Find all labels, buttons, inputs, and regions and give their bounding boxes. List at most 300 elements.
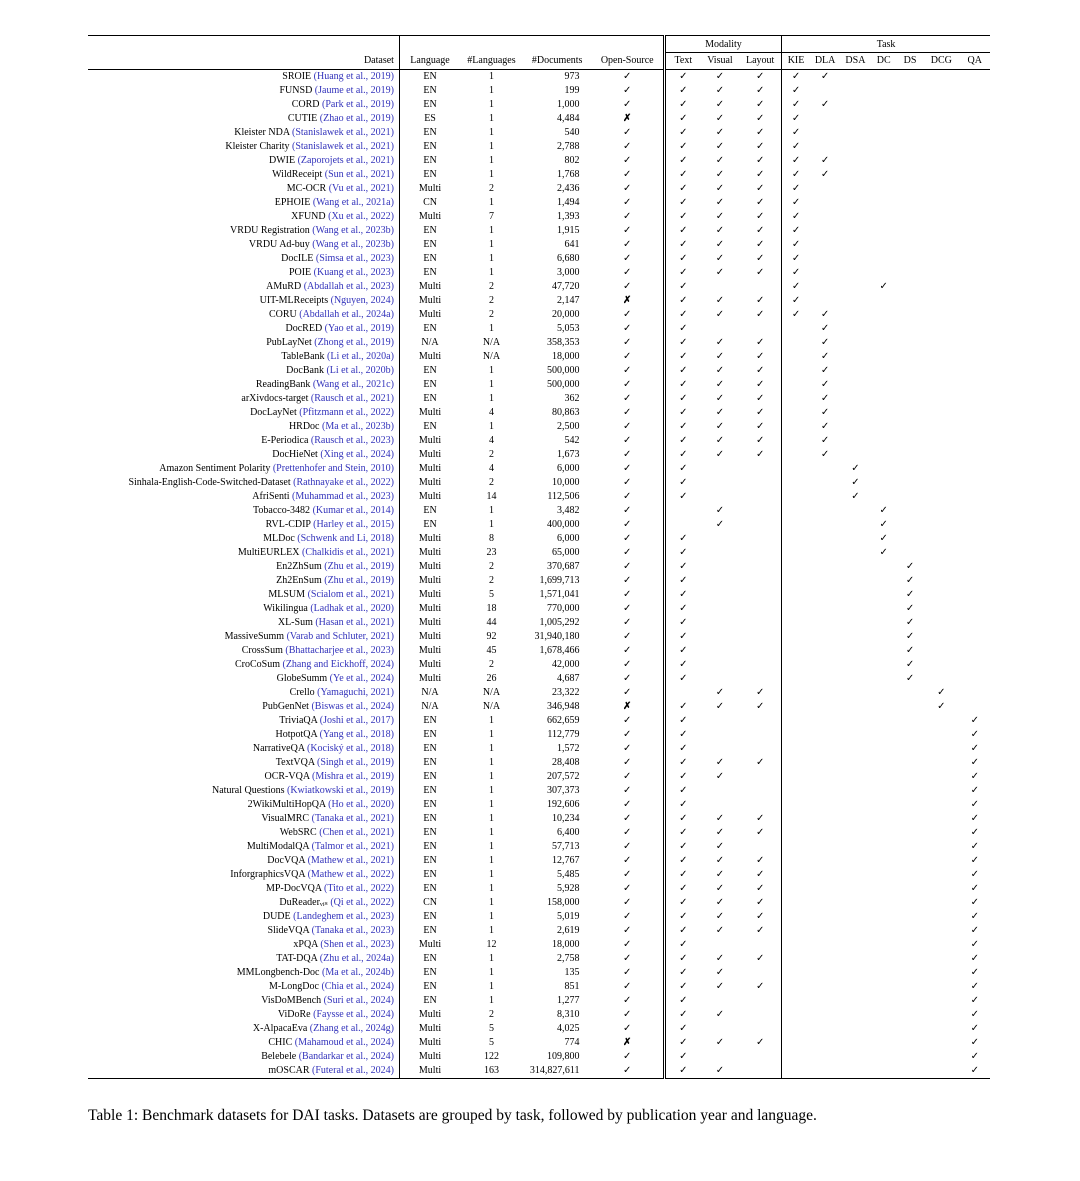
layout-cell: ✓ — [739, 154, 781, 168]
text-cell: ✓ — [679, 728, 688, 740]
dla-cell: ✓ — [820, 71, 830, 82]
dc-cell — [871, 308, 897, 322]
dcg-cell — [923, 1050, 959, 1064]
dataset-cell — [88, 112, 399, 126]
ds-cell — [897, 154, 923, 168]
layout-cell — [739, 784, 781, 798]
dataset-citation-link[interactable]: (Ladhak et al., 2020) — [310, 602, 394, 614]
table-row — [88, 322, 990, 336]
dla-cell — [810, 994, 840, 1008]
qa-cell — [960, 700, 990, 714]
dataset-name: XFUND — [291, 210, 329, 222]
dataset-citation-link[interactable]: (Yao et al., 2019) — [324, 322, 394, 334]
dataset-cell — [88, 546, 399, 560]
open-cell: ✓ — [592, 1050, 665, 1064]
dataset-citation-link[interactable]: (Kwiatkowski et al., 2019) — [287, 784, 394, 796]
open-cell: ✓ — [592, 308, 665, 322]
dc-cell — [871, 168, 897, 182]
dcg-cell — [923, 784, 959, 798]
nlang-cell: 122 — [483, 1050, 499, 1062]
lang-cell: EN — [423, 392, 437, 404]
dataset-citation-link[interactable]: (Ma et al., 2023b) — [322, 420, 394, 432]
kie-cell — [782, 630, 810, 644]
text-cell: ✓ — [679, 434, 688, 446]
dataset-cell — [88, 882, 399, 896]
layout-cell: ✓ — [739, 224, 781, 238]
dcg-cell — [923, 616, 959, 630]
dataset-citation-link[interactable]: (Futeral et al., 2024) — [312, 1064, 394, 1076]
open-cell: ✓ — [592, 630, 665, 644]
dataset-citation-link[interactable]: (Stanislawek et al., 2021) — [292, 126, 394, 138]
layout-cell — [739, 280, 781, 294]
col-header-text: Text — [664, 53, 700, 70]
dataset-citation-link[interactable]: (Abdallah et al., 2023) — [303, 280, 394, 292]
text-cell: ✓ — [679, 700, 688, 712]
dc-cell — [871, 770, 897, 784]
dc-cell — [871, 602, 897, 616]
dataset-citation-link[interactable]: (Wang et al., 2021c) — [312, 378, 394, 390]
dataset-citation-link[interactable]: (Ye et al., 2024) — [329, 672, 394, 684]
lang-cell: EN — [423, 322, 437, 334]
visual-cell: ✓ — [715, 1036, 725, 1048]
table-row — [88, 364, 990, 378]
dataset-citation-link[interactable]: (Chen et al., 2021) — [319, 826, 394, 838]
dataset-citation-link[interactable]: (Talmor et al., 2021) — [311, 840, 394, 852]
lang-cell: Multi — [418, 182, 442, 194]
dc-cell — [871, 812, 897, 826]
kie-cell — [782, 588, 810, 602]
dcg-cell — [923, 728, 959, 742]
dataset-citation-link[interactable]: (Yamaguchi, 2021) — [317, 686, 394, 698]
qa-cell: ✓ — [970, 882, 979, 894]
docs-cell: 23,322 — [552, 686, 580, 698]
dc-cell — [871, 462, 897, 476]
nlang-cell: 1 — [488, 252, 494, 264]
dataset-citation-link[interactable]: (Scialom et al., 2021) — [307, 588, 394, 600]
ds-cell — [897, 294, 923, 308]
qa-cell: ✓ — [970, 714, 979, 726]
dataset-cell — [88, 238, 399, 252]
text-cell: ✓ — [679, 154, 688, 166]
nlang-cell: 2 — [488, 574, 494, 586]
dataset-citation-link[interactable]: (Kociský et al., 2018) — [307, 742, 394, 754]
visual-cell — [701, 322, 739, 336]
dataset-citation-link[interactable]: (Suri et al., 2024) — [323, 994, 394, 1006]
dc-cell — [871, 210, 897, 224]
visual-cell: ✓ — [715, 252, 725, 264]
dataset-citation-link[interactable]: (Li et al., 2020a) — [327, 350, 394, 362]
dataset-citation-link[interactable]: (Zhu et al., 2019) — [324, 574, 394, 586]
dataset-citation-link[interactable]: (Rathnayake et al., 2022) — [293, 476, 394, 488]
layout-cell — [739, 994, 781, 1008]
qa-cell: ✓ — [970, 994, 979, 1006]
dla-cell — [810, 546, 840, 560]
dsa-cell — [840, 1008, 870, 1022]
dc-cell — [871, 854, 897, 868]
dla-cell — [810, 532, 840, 546]
lang-cell: Multi — [418, 1022, 442, 1034]
dla-cell — [810, 196, 840, 210]
lang-cell: EN — [423, 882, 437, 894]
dsa-cell — [840, 364, 870, 378]
docs-cell: 158,000 — [547, 896, 580, 908]
dataset-citation-link[interactable]: (Zhao et al., 2019) — [319, 112, 394, 124]
qa-cell — [960, 476, 990, 490]
dataset-citation-link[interactable]: (Sun et al., 2021) — [324, 168, 394, 180]
dataset-citation-link[interactable]: (Abdallah et al., 2024a) — [299, 308, 394, 320]
dataset-citation-link[interactable]: (Landeghem et al., 2023) — [293, 910, 394, 922]
open-cell: ✓ — [592, 476, 665, 490]
dataset-citation-link[interactable]: (Tanaka et al., 2023) — [311, 924, 394, 936]
dataset-cell — [88, 224, 399, 238]
dsa-cell — [840, 560, 870, 574]
dsa-cell: ✓ — [851, 476, 860, 488]
dsa-cell — [840, 798, 870, 812]
dcg-cell — [923, 532, 959, 546]
dataset-citation-link[interactable]: (Harley et al., 2015) — [313, 518, 394, 530]
dataset-citation-link[interactable]: (Bandarkar et al., 2024) — [298, 1050, 394, 1062]
modality-group-header: Modality — [664, 36, 781, 53]
nlang-cell: 2 — [488, 658, 494, 670]
open-cell: ✓ — [592, 616, 665, 630]
dataset-citation-link[interactable]: (Li et al., 2020b) — [326, 364, 394, 376]
table-row — [88, 126, 990, 140]
dataset-citation-link[interactable]: (Mahamoud et al., 2024) — [294, 1036, 394, 1048]
text-cell: ✓ — [679, 770, 688, 782]
dataset-cell — [88, 910, 399, 924]
ds-cell — [897, 280, 923, 294]
dataset-cell — [88, 672, 399, 686]
dataset-citation-link[interactable]: (Ma et al., 2024b) — [322, 966, 394, 978]
qa-cell — [960, 196, 990, 210]
dsa-cell — [840, 504, 870, 518]
dataset-cell — [88, 392, 399, 406]
kie-cell — [782, 420, 810, 434]
docs-cell: 1,699,713 — [539, 574, 580, 586]
kie-cell — [782, 784, 810, 798]
dcg-cell — [923, 364, 959, 378]
open-cell: ✓ — [592, 98, 665, 112]
qa-cell — [960, 84, 990, 98]
dla-cell — [810, 1008, 840, 1022]
dataset-cell — [88, 952, 399, 966]
lang-cell: EN — [423, 266, 437, 278]
lang-cell: N/A — [421, 686, 439, 698]
ds-cell — [897, 966, 923, 980]
dataset-citation-link[interactable]: (Zhu et al., 2024a) — [319, 952, 394, 964]
dc-cell — [871, 644, 897, 658]
text-cell: ✓ — [679, 1022, 688, 1034]
ds-cell — [897, 224, 923, 238]
dcg-cell — [923, 294, 959, 308]
text-cell: ✓ — [679, 602, 688, 614]
ds-cell — [897, 420, 923, 434]
dataset-citation-link[interactable]: (Yang et al., 2018) — [319, 728, 394, 740]
nlang-cell: 5 — [488, 588, 494, 600]
dsa-cell — [840, 196, 870, 210]
ds-cell — [897, 1008, 923, 1022]
dc-cell — [871, 910, 897, 924]
docs-cell: 42,000 — [552, 658, 580, 670]
dataset-cell — [88, 252, 399, 266]
dcg-cell — [923, 476, 959, 490]
kie-cell: ✓ — [791, 182, 801, 194]
dcg-cell — [923, 1064, 959, 1078]
dataset-citation-link[interactable]: (Faysse et al., 2024) — [313, 1008, 394, 1020]
open-cell: ✓ — [592, 546, 665, 560]
dcg-cell — [923, 518, 959, 532]
dla-cell — [810, 126, 840, 140]
dla-cell — [810, 1050, 840, 1064]
visual-cell: ✓ — [715, 71, 725, 82]
qa-cell — [960, 322, 990, 336]
dataset-citation-link[interactable]: (Wang et al., 2021a) — [312, 196, 394, 208]
dcg-cell — [923, 938, 959, 952]
dla-cell — [810, 714, 840, 728]
docs-cell: 57,713 — [552, 840, 580, 852]
dc-cell — [871, 952, 897, 966]
dataset-citation-link[interactable]: (Wang et al., 2023b) — [312, 238, 394, 250]
nlang-cell: 2 — [488, 308, 494, 320]
dataset-citation-link[interactable]: (Zaporojets et al., 2021) — [297, 154, 394, 166]
open-cell: ✓ — [592, 182, 665, 196]
qa-cell: ✓ — [970, 1008, 979, 1020]
table-row — [88, 938, 990, 952]
dataset-citation-link[interactable]: (Huang et al., 2019) — [313, 71, 394, 82]
dataset-citation-link[interactable]: (Bhattacharjee et al., 2023) — [285, 644, 394, 656]
col-header-qa: QA — [960, 53, 990, 70]
nlang-cell: 1 — [488, 840, 494, 852]
text-cell: ✓ — [679, 280, 688, 292]
dataset-citation-link[interactable]: (Zhang and Eickhoff, 2024) — [282, 658, 394, 670]
table-row — [88, 700, 990, 714]
table-row — [88, 280, 990, 294]
dataset-citation-link[interactable]: (Wang et al., 2023b) — [312, 224, 394, 236]
dataset-citation-link[interactable]: (Simsa et al., 2023) — [315, 252, 394, 264]
dcg-cell — [923, 1008, 959, 1022]
nlang-cell: 1 — [488, 910, 494, 922]
dataset-name: PubLayNet — [266, 336, 315, 348]
nlang-cell: 1 — [488, 392, 494, 404]
dataset-citation-link[interactable]: (Nguyen, 2024) — [330, 294, 394, 306]
open-cell: ✓ — [592, 210, 665, 224]
dataset-citation-link[interactable]: (Zhang et al., 2024g) — [309, 1022, 394, 1034]
dc-cell — [871, 126, 897, 140]
kie-cell — [782, 756, 810, 770]
dataset-citation-link[interactable]: (Biswas et al., 2024) — [311, 700, 394, 712]
qa-cell — [960, 644, 990, 658]
lang-cell: EN — [423, 966, 437, 978]
dataset-citation-link[interactable]: (Park et al., 2019) — [322, 98, 394, 110]
table-row — [88, 574, 990, 588]
docs-cell: 2,500 — [557, 420, 580, 432]
text-cell: ✓ — [679, 168, 688, 180]
dsa-cell — [840, 714, 870, 728]
docs-cell: 18,000 — [552, 350, 580, 362]
dataset-citation-link[interactable]: (Hasan et al., 2021) — [315, 616, 394, 628]
open-cell: ✓ — [592, 238, 665, 252]
layout-cell — [739, 560, 781, 574]
dataset-citation-link[interactable]: (Muhammad et al., 2023) — [292, 490, 394, 502]
open-cell: ✓ — [592, 1022, 665, 1036]
dataset-cell — [88, 980, 399, 994]
dataset-citation-link[interactable]: (Ho et al., 2020) — [328, 798, 394, 810]
table-row — [88, 420, 990, 434]
layout-cell — [739, 938, 781, 952]
table-row — [88, 980, 990, 994]
dataset-citation-link[interactable]: (Singh et al., 2019) — [317, 756, 394, 768]
kie-cell: ✓ — [791, 154, 801, 166]
table-row — [88, 770, 990, 784]
ds-cell — [897, 84, 923, 98]
qa-cell: ✓ — [970, 1064, 979, 1076]
dla-cell — [810, 266, 840, 280]
docs-cell: 5,053 — [557, 322, 580, 334]
dataset-cell — [88, 154, 399, 168]
nlang-cell: 1 — [488, 742, 494, 754]
layout-cell — [739, 966, 781, 980]
visual-cell: ✓ — [715, 406, 725, 418]
dcg-cell — [923, 154, 959, 168]
dataset-citation-link[interactable]: (Xu et al., 2022) — [328, 210, 394, 222]
dataset-name: Crello — [289, 686, 318, 698]
dla-cell — [810, 630, 840, 644]
dataset-citation-link[interactable]: (Varab and Schluter, 2021) — [286, 630, 394, 642]
dataset-citation-link[interactable]: (Mathew et al., 2022) — [307, 868, 394, 880]
dataset-name: VisualMRC — [261, 812, 312, 824]
dataset-name: SROIE — [282, 71, 314, 82]
visual-cell: ✓ — [715, 420, 725, 432]
dsa-cell — [840, 182, 870, 196]
lang-cell: Multi — [418, 308, 442, 320]
table-header — [88, 36, 990, 70]
qa-cell — [960, 630, 990, 644]
ds-cell — [897, 924, 923, 938]
open-cell: ✓ — [592, 140, 665, 154]
dataset-citation-link[interactable]: (Rausch et al., 2023) — [310, 434, 394, 446]
dataset-citation-link[interactable]: (Xing et al., 2024) — [320, 448, 394, 460]
dataset-name: PubGenNet — [262, 700, 312, 712]
dsa-cell — [840, 644, 870, 658]
dataset-cell — [88, 1008, 399, 1022]
dataset-name: RVL-CDIP — [265, 518, 314, 530]
dataset-citation-link[interactable]: (Schwenk and Li, 2018) — [297, 532, 394, 544]
dataset-citation-link[interactable]: (Pfitzmann et al., 2022) — [299, 406, 394, 418]
dla-cell — [810, 238, 840, 252]
text-cell: ✓ — [679, 630, 688, 642]
dataset-citation-link[interactable]: (Zhong et al., 2019) — [314, 336, 394, 348]
dataset-name: DocILE — [281, 252, 316, 264]
dataset-citation-link[interactable]: (Prettenhofer and Stein, 2010) — [272, 462, 394, 474]
dataset-citation-link[interactable]: (Tito et al., 2022) — [324, 882, 394, 894]
table-row — [88, 378, 990, 392]
dataset-citation-link[interactable]: (Chalkidis et al., 2021) — [302, 546, 394, 558]
dataset-cell — [88, 196, 399, 210]
table-row — [88, 112, 990, 126]
visual-cell: ✓ — [715, 826, 725, 838]
docs-cell: 3,482 — [557, 504, 580, 516]
visual-cell: ✓ — [715, 112, 725, 124]
dsa-cell — [840, 112, 870, 126]
nlang-cell: 2 — [488, 1008, 494, 1020]
visual-cell: ✓ — [715, 294, 725, 306]
dataset-citation-link[interactable]: (Stanislawek et al., 2021) — [292, 140, 394, 152]
dataset-citation-link[interactable]: (Jaume et al., 2019) — [314, 84, 394, 96]
visual-cell — [701, 588, 739, 602]
nlang-cell: 2 — [488, 182, 494, 194]
ds-cell — [897, 448, 923, 462]
docs-cell: 1,571,041 — [539, 588, 580, 600]
qa-cell: ✓ — [970, 966, 979, 978]
open-cell: ✓ — [592, 658, 665, 672]
dataset-citation-link[interactable]: (Kuang et al., 2023) — [313, 266, 394, 278]
visual-cell: ✓ — [715, 98, 725, 110]
dataset-citation-link[interactable]: (Mathew et al., 2021) — [307, 854, 394, 866]
open-cell: ✓ — [592, 504, 665, 518]
dcg-cell — [923, 308, 959, 322]
dataset-cell — [88, 266, 399, 280]
lang-cell: EN — [423, 910, 437, 922]
dataset-name: Kleister NDA — [234, 126, 293, 138]
dataset-citation-link[interactable]: (Rausch et al., 2021) — [310, 392, 394, 404]
dataset-cell — [88, 70, 399, 84]
dsa-cell — [840, 70, 870, 84]
dsa-cell — [840, 434, 870, 448]
dataset-citation-link[interactable]: (Zhu et al., 2019) — [324, 560, 394, 572]
ds-cell — [897, 168, 923, 182]
table-caption: Table 1: Benchmark datasets for DAI tasks. Datasets are grouped by task, followed by publication year and language. — [88, 1107, 817, 1124]
docs-cell: 28,408 — [552, 756, 580, 768]
qa-cell: ✓ — [970, 952, 979, 964]
qa-cell — [960, 224, 990, 238]
dc-cell — [871, 252, 897, 266]
dataset-citation-link[interactable]: (Vu et al., 2021) — [328, 182, 394, 194]
visual-cell — [701, 560, 739, 574]
dataset-cell — [88, 336, 399, 350]
table-row — [88, 966, 990, 980]
ds-cell — [897, 770, 923, 784]
kie-cell — [782, 658, 810, 672]
nlang-cell: 1 — [488, 784, 494, 796]
table-row — [88, 798, 990, 812]
docs-cell: 851 — [564, 980, 580, 992]
dataset-citation-link[interactable]: (Shen et al., 2023) — [320, 938, 394, 950]
lang-cell: EN — [423, 784, 437, 796]
dataset-citation-link[interactable]: (Mishra et al., 2019) — [312, 770, 394, 782]
dcg-cell — [923, 742, 959, 756]
dataset-cell — [88, 658, 399, 672]
dataset-cell — [88, 504, 399, 518]
visual-cell: ✓ — [715, 182, 725, 194]
dataset-cell — [88, 364, 399, 378]
lang-cell: Multi — [418, 1064, 442, 1076]
dataset-name: Sinhala-English-Code-Switched-Dataset — [128, 476, 294, 488]
dataset-citation-link[interactable]: (Joshi et al., 2017) — [319, 714, 394, 726]
dcg-cell — [923, 798, 959, 812]
layout-cell: ✓ — [739, 882, 781, 896]
dataset-citation-link[interactable]: (Chia et al., 2024) — [321, 980, 394, 992]
qa-cell — [960, 588, 990, 602]
lang-cell: Multi — [418, 434, 442, 446]
dataset-citation-link[interactable]: (Tanaka et al., 2021) — [311, 812, 394, 824]
dataset-citation-link[interactable]: (Kumar et al., 2014) — [312, 504, 394, 516]
dataset-citation-link[interactable]: (Qi et al., 2022) — [330, 896, 394, 908]
dla-cell: ✓ — [820, 336, 830, 348]
visual-cell: ✓ — [715, 966, 725, 978]
nlang-cell: 1 — [488, 112, 494, 124]
kie-cell — [782, 826, 810, 840]
table-row — [88, 70, 990, 84]
